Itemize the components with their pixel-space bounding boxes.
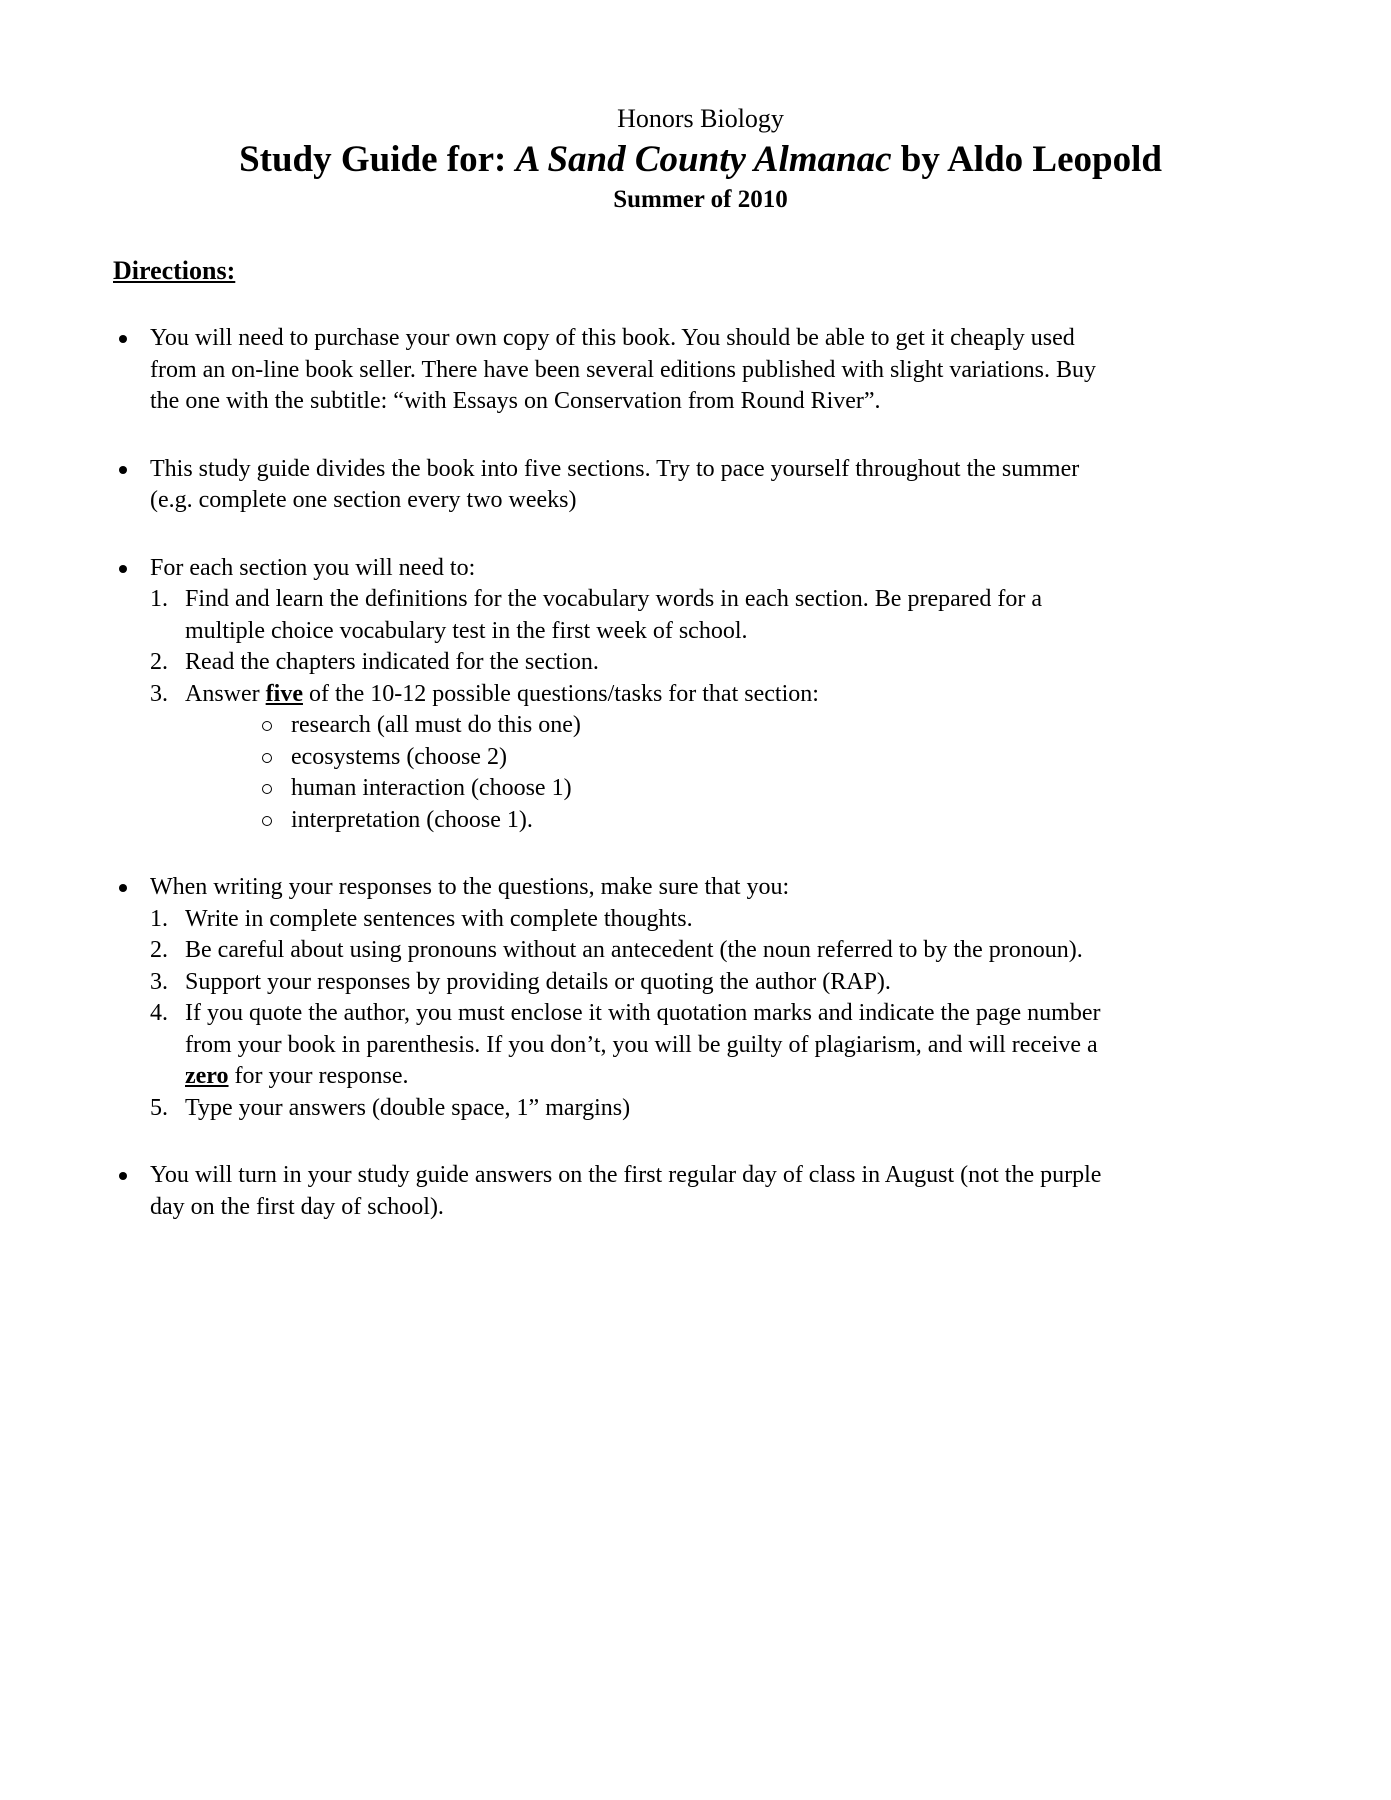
title-suffix: by Aldo Leopold (891, 139, 1162, 180)
course-line: Honors Biology (617, 104, 784, 133)
numbered-item (113, 647, 1288, 679)
numbered-item (113, 679, 1288, 711)
circle-item (113, 805, 1288, 837)
circle-bullet-icon (262, 816, 272, 826)
title-book-name: A Sand County Almanac (515, 139, 892, 180)
item-number: 1. (150, 586, 168, 612)
title-prefix: Study Guide for: (239, 139, 516, 180)
document-content (113, 0, 1288, 1223)
paragraph-text: This study guide divides the book into five sections. Try to pace yourself throughout the summer (e.g. complete one section every two weeks) (150, 455, 1080, 513)
bullet-item (113, 454, 1288, 517)
bullet-disc-icon (119, 1172, 127, 1180)
paragraph-text: Read the chapters indicated for the section. (185, 649, 599, 675)
item-number: 2. (150, 937, 168, 963)
paragraph-text: Support your responses by providing details or quoting the author (RAP). (185, 968, 891, 995)
paragraph-text: Be careful about using pronouns without an antecedent (the noun referred to by the pronoun). (185, 937, 1083, 963)
item-number: 2. (150, 649, 168, 675)
bullet-item (113, 1160, 1288, 1223)
circle-bullet-icon (262, 784, 272, 794)
paragraph-text: human interaction (choose 1) (291, 775, 572, 801)
circle-bullet-icon (262, 753, 272, 763)
paragraph-text: If you quote the author, you must enclose it with quotation marks and indicate the page number from your book in parenthesis. If you don’t, you will be guilty of plagiarism, and will receive a zero for your response. (185, 1000, 1101, 1089)
circle-item (113, 710, 1288, 742)
bullet-item (113, 872, 1288, 904)
paragraph-text: ecosystems (choose 2) (291, 743, 507, 770)
paragraph-text: Find and learn the definitions for the vocabulary words in each section. Be prepared for a multiple choice vocabulary test in the first week of school. (185, 586, 1043, 644)
circle-item (113, 773, 1288, 805)
document-header (113, 103, 1288, 215)
item-number: 1. (150, 905, 168, 932)
paragraph-text: For each section you will need to: (150, 554, 476, 581)
bullet-item (113, 553, 1288, 585)
circle-bullet-icon (262, 721, 272, 731)
numbered-item (113, 967, 1288, 999)
item-number: 4. (150, 1000, 168, 1026)
paragraph-text: Type your answers (double space, 1” margins) (185, 1094, 631, 1121)
bullet-disc-icon (119, 466, 127, 474)
paragraph-text: You will need to purchase your own copy of this book. You should be able to get it cheaply used from an on-line book seller. There have been several editions published with slight variations. Buy the one with the subtitle: “with Essays on Conservation from Round River”. (150, 325, 1097, 414)
numbered-item (113, 998, 1288, 1093)
bullet-item (113, 323, 1288, 418)
paragraph-text: Answer five of the 10-12 possible questions/tasks for that section: (185, 680, 819, 707)
paragraph-text: Write in complete sentences with complete thoughts. (185, 905, 693, 932)
paragraph-text: research (all must do this one) (291, 712, 581, 738)
paragraph-text: When writing your responses to the questions, make sure that you: (150, 874, 790, 900)
item-number: 5. (150, 1094, 168, 1121)
paragraph-text: interpretation (choose 1). (291, 806, 533, 833)
document-title (113, 135, 1288, 184)
item-number: 3. (150, 968, 168, 995)
circle-item (113, 742, 1288, 774)
numbered-item (113, 904, 1288, 936)
bullet-disc-icon (119, 335, 127, 343)
numbered-item (113, 1093, 1288, 1125)
numbered-item (113, 935, 1288, 967)
numbered-item (113, 584, 1288, 647)
item-number: 3. (150, 680, 168, 707)
bullet-disc-icon (119, 565, 127, 573)
directions-heading: Directions: (113, 256, 236, 285)
bullet-disc-icon (119, 884, 127, 892)
paragraph-text: You will turn in your study guide answers on the first regular day of class in August (not the purple day on the first day of school). (150, 1162, 1102, 1220)
directions-list (113, 323, 1288, 1223)
document-subtitle: Summer of 2010 (613, 186, 788, 213)
